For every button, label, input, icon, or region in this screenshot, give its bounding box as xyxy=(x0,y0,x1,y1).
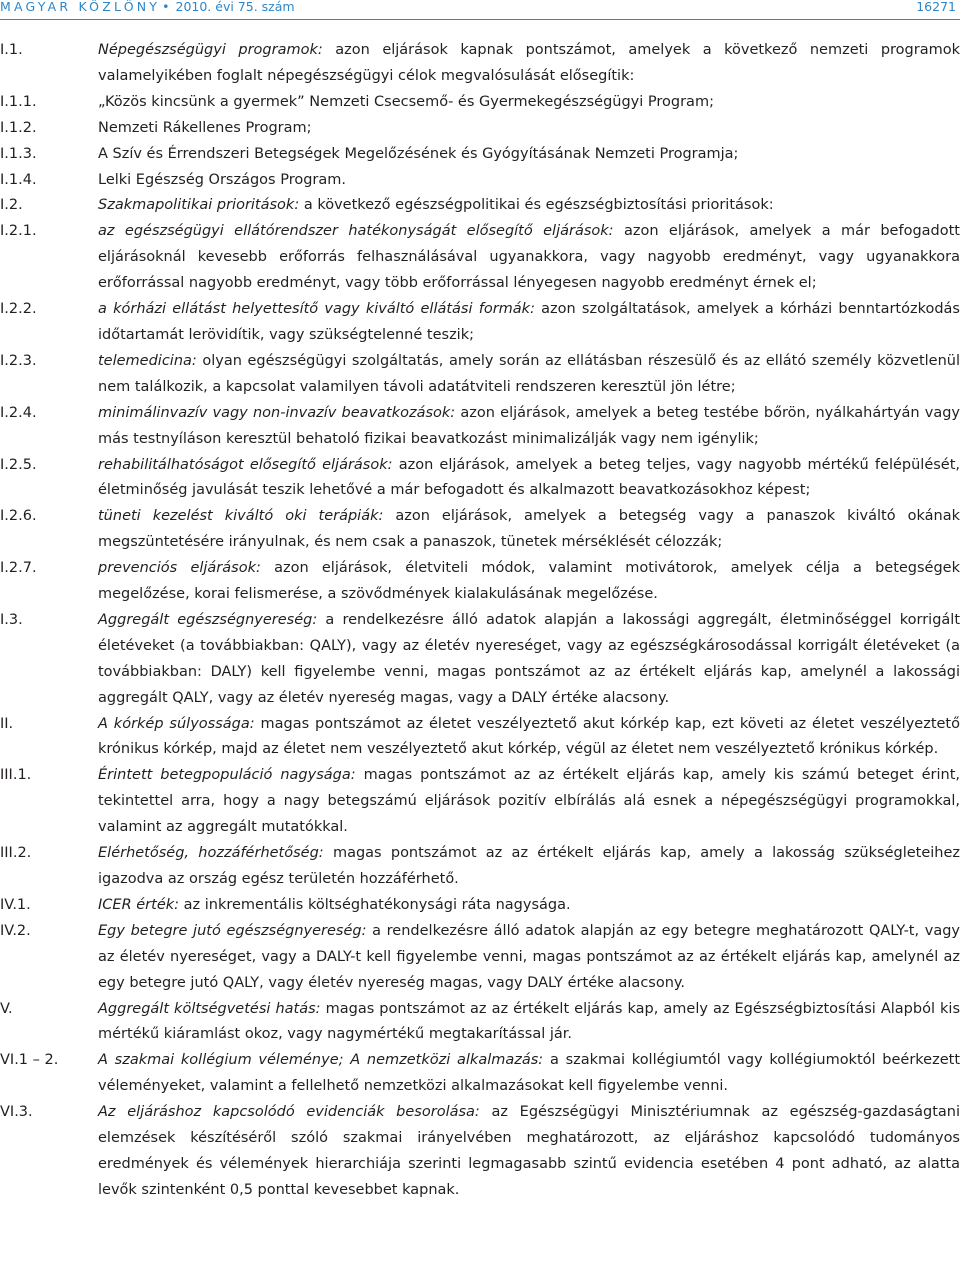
entry-label: Aggregált költségvetési hatás: xyxy=(98,1000,321,1017)
entry-label: rehabilitálhatóságot elősegítő eljárások: xyxy=(98,456,393,473)
entry-text: magas pontszámot az az értékelt eljárás kap, amely az Egészségbiztosítási Alapból kis mértékű kiáramlást okoz, vagy nagymértékű megtakarítással jár. xyxy=(98,1000,960,1043)
entry-number: I.3. xyxy=(0,611,23,628)
entry-label: ICER érték: xyxy=(98,896,180,913)
entry-text: azon eljárások, amelyek a már befogadott eljárásoknál kevesebb erőforrás felhasználásával ugyanakkora, vagy nagyobb eredményt, vagy ugyanakkora erőforrással nagyobb eredményt, vagy több erőforrással lényegesen nagyobb eredményt érnek el; xyxy=(98,223,960,292)
entry-text: azon eljárások kapnak pontszámot, amelyek a következő nemzeti programok valamelyikében foglalt népegészségügyi célok megvalósulását elősegítik: xyxy=(98,42,960,84)
entry-number: I.1.2. xyxy=(0,119,37,136)
page-number: 16271 xyxy=(916,0,956,14)
entry-I-1-4 xyxy=(0,168,960,194)
entry-number: I.2.6. xyxy=(0,508,37,525)
entry-number: VI.3. xyxy=(0,1104,33,1121)
entry-label: az egészségügyi ellátórendszer hatékonyságát elősegítő eljárások: xyxy=(98,223,614,240)
entry-label: Szakmapolitikai prioritások: xyxy=(98,197,300,214)
entry-text: Nemzeti Rákellenes Program; xyxy=(98,119,312,136)
entry-label: Egy betegre jutó egészségnyereség: xyxy=(98,922,367,939)
entry-text: azon eljárások, amelyek a beteg teljes, vagy nagyobb mértékű felépülését, életminőség javulását teszik lehetővé a már befogadott és alkalmazott beavatkozásokhoz képest; xyxy=(98,456,960,499)
entry-label: A kórkép súlyossága: xyxy=(98,715,255,732)
entry-label: telemedicina: xyxy=(98,352,197,369)
entry-number: I.2.3. xyxy=(0,352,37,369)
entry-I-3 xyxy=(0,608,960,712)
entry-label: tüneti kezelést kiváltó oki terápiák: xyxy=(98,508,384,525)
entry-text: a rendelkezésre álló adatok alapján a lakossági aggregált, életminőséggel korrigált életéveket (a továbbiakban: QALY), vagy az életév nyereséget, vagy az egészségkárosodással korrigált életéveket (a továbbiakban: DALY) kell figyelembe venni, magas pontszámot az az értékelt eljárás kap, amelynél a lakossági aggregált QALY, vagy az életév nyereség magas, vagy a DALY értéke alacsony. xyxy=(98,611,960,706)
entry-IV-1 xyxy=(0,893,960,919)
entry-number: V. xyxy=(0,1000,13,1017)
document-body xyxy=(0,38,960,1204)
entry-I-2 xyxy=(0,193,960,219)
entry-label: A szakmai kollégium véleménye; A nemzetközi alkalmazás: xyxy=(98,1052,544,1069)
entry-number: I.2. xyxy=(0,197,23,214)
entry-number: I.1.4. xyxy=(0,171,37,188)
entry-III-1 xyxy=(0,763,960,841)
entry-number: IV.1. xyxy=(0,896,31,913)
header-separator: • xyxy=(162,0,170,14)
entry-text: magas pontszámot az életet veszélyeztető akut kórkép kap, ezt követi az életet veszélyeztető krónikus kórkép, majd az életet nem veszélyeztető akut kórkép, végül az életet nem veszélyeztető krónikus kórkép. xyxy=(98,715,960,758)
entry-number: I.2.2. xyxy=(0,301,37,318)
entry-VI-3 xyxy=(0,1100,960,1204)
page-header xyxy=(0,0,960,14)
entry-I-2-3 xyxy=(0,349,960,401)
entry-text: magas pontszámot az az értékelt eljárás kap, amely a lakosság szükségleteihez igazodva az ország egész területén hozzáférhető. xyxy=(98,845,960,887)
entry-label: Népegészségügyi programok: xyxy=(98,42,323,58)
running-head xyxy=(0,0,295,14)
entry-V xyxy=(0,997,960,1049)
entry-I-2-6 xyxy=(0,504,960,556)
entry-I-2-2 xyxy=(0,297,960,349)
entry-number: VI.1 – 2. xyxy=(0,1052,59,1069)
entry-III-2 xyxy=(0,841,960,893)
entry-number: I.2.7. xyxy=(0,560,37,577)
entry-text: Lelki Egészség Országos Program. xyxy=(98,171,347,188)
entry-number: IV.2. xyxy=(0,922,31,939)
entry-number: I.1. xyxy=(0,42,23,58)
entry-I-2-1 xyxy=(0,219,960,297)
entry-text: a rendelkezésre álló adatok alapján az egy betegre meghatározott QALY-t, vagy az életév nyereséget, vagy a DALY-t kell figyelembe venni, magas pontszámot az az értékelt eljárás kap, amelynél az egy betegre jutó QALY, vagy életév nyereség magas, vagy DALY értéke alacsony. xyxy=(98,922,960,991)
entry-number: I.1.1. xyxy=(0,93,37,110)
entry-number: III.2. xyxy=(0,845,32,862)
entry-number: I.2.4. xyxy=(0,404,37,421)
entry-label: Aggregált egészségnyereség: xyxy=(98,611,318,628)
header-rule xyxy=(0,19,960,20)
entry-I-1-1 xyxy=(0,90,960,116)
entry-text: azon eljárások, amelyek a beteg testébe bőrön, nyálkahártyán vagy más testnyíláson keresztül behatoló fizikai beavatkozást minimalizálják vagy nem igénylik; xyxy=(98,404,960,447)
entry-II xyxy=(0,712,960,764)
entry-label: a kórházi ellátást helyettesítő vagy kiváltó ellátási formák: xyxy=(98,301,535,318)
entry-text: magas pontszámot az az értékelt eljárás kap, amely kis számú beteget érint, tekintettel arra, hogy a nagy betegszámú eljárások pozitív elbírálás alá esnek a népegészségügyi programokkal, valamint az aggregált mutatókkal. xyxy=(98,767,960,836)
entry-text: azon szolgáltatások, amelyek a kórházi benntartózkodás időtartamát lerövidítik, vagy szükségtelenné teszik; xyxy=(98,301,960,343)
entry-number: I.1.3. xyxy=(0,145,37,162)
entry-number: II. xyxy=(0,715,14,732)
entry-text: azon eljárások, életviteli módok, valamint motivátorok, amelyek célja a betegségek megelőzése, korai felismerése, a szövődmények kialakulásának megelőzése. xyxy=(98,560,960,603)
entry-VI-1-2 xyxy=(0,1048,960,1100)
entry-text: A Szív és Érrendszeri Betegségek Megelőzésének és Gyógyításának Nemzeti Programja; xyxy=(98,145,739,162)
entry-label: prevenciós eljárások: xyxy=(98,560,261,577)
issue-label: 2010. évi 75. szám xyxy=(175,0,295,14)
entry-label: Érintett betegpopuláció nagysága: xyxy=(98,767,356,784)
entry-I-2-4 xyxy=(0,401,960,453)
entry-I-1-2 xyxy=(0,116,960,142)
entry-text: olyan egészségügyi szolgáltatás, amely során az ellátásban részesülő és az ellátó személy közvetlenül nem találkozik, a kapcsolat valamilyen távoli adatátviteli rendszeren keresztül jön létre; xyxy=(98,352,960,395)
entry-text: az Egészségügyi Minisztériumnak az egészség-gazdaságtani elemzések készítéséről szóló szakmai irányelvében meghatározott, az eljáráshoz kapcsolódó tudományos eredmények és vélemények hierarchiája szerinti legmagasabb szintű evidencia esetében 4 pont adható, az alatta levők szintenként 0,5 ponttal kevesebbet kapnak. xyxy=(98,1104,960,1198)
entry-text: azon eljárások, amelyek a betegség vagy a panaszok kiváltó okának megszüntetésére irányulnak, és nem csak a panaszok, tünetek mérséklését célozzák; xyxy=(98,508,960,551)
journal-name: MAGYAR KÖZLÖNY xyxy=(0,0,161,14)
entry-text: az inkrementális költséghatékonysági ráta nagysága. xyxy=(179,896,571,913)
entry-I-2-7 xyxy=(0,556,960,608)
entry-I-2-5 xyxy=(0,453,960,505)
entry-IV-2 xyxy=(0,919,960,997)
entry-I-1-3 xyxy=(0,142,960,168)
entry-I-1 xyxy=(0,38,960,90)
entry-label: Az eljáráshoz kapcsolódó evidenciák besorolása: xyxy=(98,1104,480,1121)
entry-text: a következő egészségpolitikai és egészségbiztosítási prioritások: xyxy=(299,197,774,214)
entry-number: I.2.5. xyxy=(0,456,37,473)
entry-number: III.1. xyxy=(0,767,32,784)
entry-label: Elérhetőség, hozzáférhetőség: xyxy=(98,845,324,862)
entry-label: minimálinvazív vagy non-invazív beavatkozások: xyxy=(98,404,456,421)
entry-text: a szakmai kollégiumtól vagy kollégiumoktól beérkezett véleményeket, valamint a fellelhető nemzetközi alkalmazásokat kell figyelembe venni. xyxy=(98,1052,960,1095)
entry-number: I.2.1. xyxy=(0,223,37,240)
entry-text: „Közös kincsünk a gyermek” Nemzeti Csecsemő- és Gyermekegészségügyi Program; xyxy=(98,93,714,110)
